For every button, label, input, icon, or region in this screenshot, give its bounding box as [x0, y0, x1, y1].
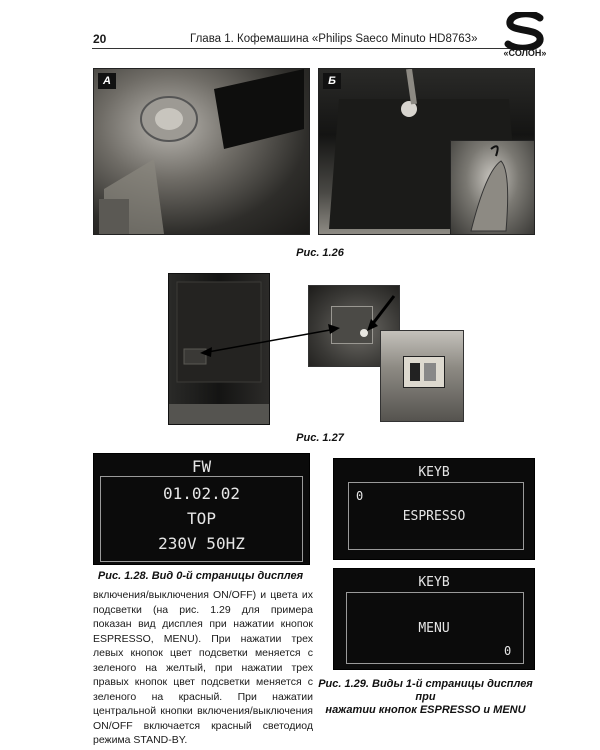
display-page-0: [93, 453, 310, 565]
photo-a-detail: [94, 69, 309, 234]
figure-caption-1-27: Рис. 1.27: [296, 432, 344, 444]
display-line-top: TOP: [187, 509, 216, 528]
display-line-power: 230V 50HZ: [158, 534, 245, 553]
display-line-fw: FW: [191, 457, 212, 476]
display-menu-corner: 0: [504, 644, 512, 658]
photo-machine-side-detail: [169, 274, 269, 424]
figure-caption-1-29-line2: нажатии кнопок ESPRESSO и MENU: [325, 704, 526, 716]
publisher-name: «СОЛОН»: [503, 48, 547, 58]
switch-window: [403, 356, 445, 388]
photo-label-b: Б: [323, 73, 341, 89]
display-espresso: [333, 458, 535, 560]
body-paragraph: включения/выключения ON/OFF) и цвета их подсветки (на рис. 1.29 для примера показан вид дисплея при нажатии кнопок ESPRESSO, MENU). При нажатии трех левых кнопок цвет подсветки меняется с зеленого на желтый, при нажатии трех правых кнопок цвет подсветки меняется с зеленого на красный. При нажатии центральной кнопки включения/выключения ON/OFF включается красный светодиод режима STAND-BY.: [93, 589, 313, 746]
photo-label-a: А: [98, 73, 116, 89]
figure-caption-1-28: Рис. 1.28. Вид 0-й страницы дисплея: [97, 570, 304, 582]
switch-window-detail: [404, 357, 444, 387]
header-rule: [92, 48, 512, 49]
display-espresso-title: KEYB: [418, 465, 450, 480]
publisher-s-icon: [500, 12, 550, 50]
figure-caption-1-26: Рис. 1.26: [296, 247, 344, 259]
display-espresso-label: ESPRESSO: [402, 509, 466, 524]
page-number: 20: [93, 32, 107, 46]
display-menu-title: KEYB: [418, 575, 450, 590]
publisher-logo: [500, 12, 550, 58]
running-head: Глава 1. Кофемашина «Philips Saeco Minuto HD8763»: [190, 33, 478, 45]
display-line-version: 01.02.02: [162, 484, 241, 503]
photo-b-inset-detail: [451, 141, 534, 234]
photo-a: [93, 68, 310, 235]
display-menu: [333, 568, 535, 670]
photo-machine-side: [168, 273, 270, 425]
display-espresso-corner: 0: [356, 489, 364, 503]
display-menu-label: MENU: [418, 621, 450, 636]
figure-caption-1-29-line1: Рис. 1.29. Виды 1-й страницы дисплея при: [318, 678, 533, 703]
photo-switch-window: [380, 330, 464, 422]
photo-b-inset: [450, 140, 535, 235]
figure-caption-1-29: [318, 678, 533, 717]
